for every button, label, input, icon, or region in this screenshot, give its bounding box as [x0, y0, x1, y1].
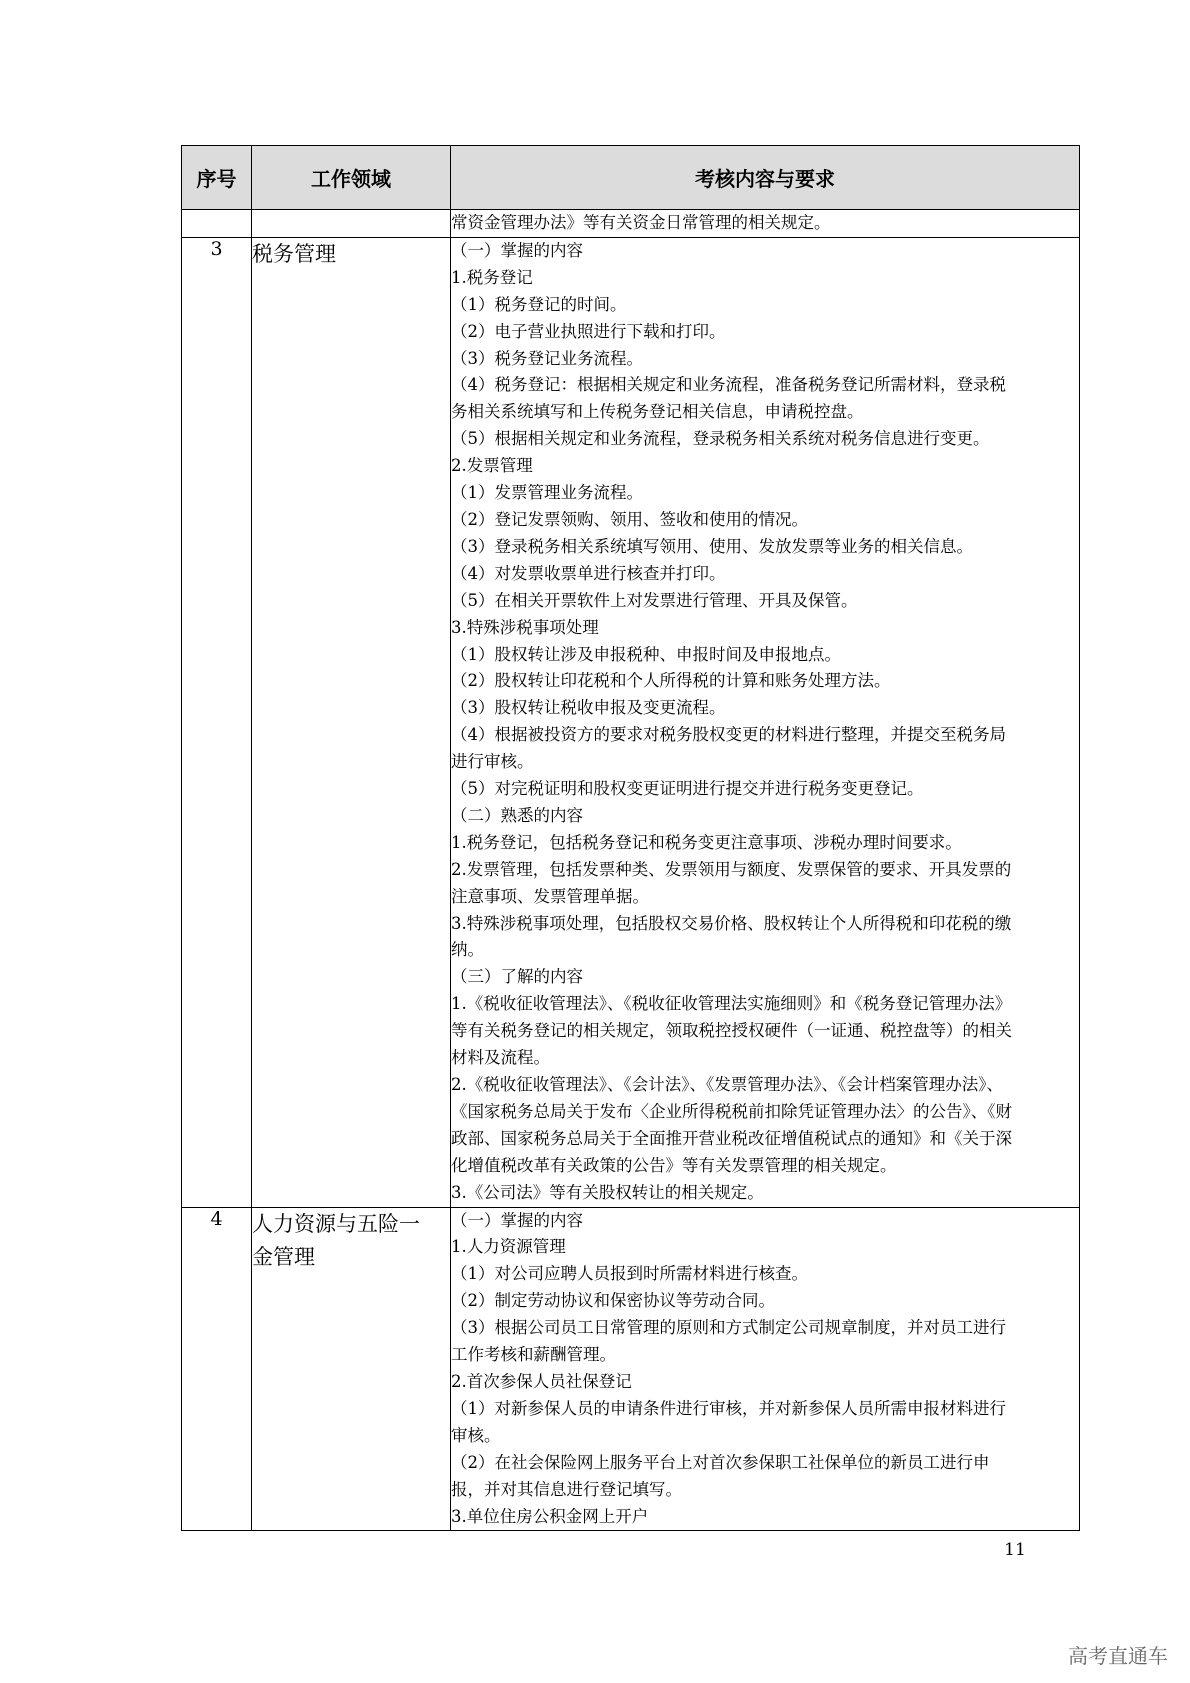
content-line: 报，并对其信息进行登记填写。 [451, 1479, 682, 1499]
content-line: （三）了解的内容 [451, 967, 583, 987]
content-line: （3）税务登记业务流程。 [451, 348, 643, 368]
content-line: （3）根据公司员工日常管理的原则和方式制定公司规章制度，并对员工进行 [451, 1318, 1006, 1338]
content-line: 1.税务登记 [451, 267, 533, 287]
content-line: 材料及流程。 [451, 1048, 550, 1068]
content-line: （3）登录税务相关系统填写领用、使用、发放发票等业务的相关信息。 [451, 536, 973, 556]
content-line: （5）根据相关规定和业务流程，登录税务相关系统对税务信息进行变更。 [451, 429, 990, 449]
content-line: （3）股权转让税收申报及变更流程。 [451, 698, 726, 718]
content-line: （1）对公司应聘人员报到时所需材料进行核查。 [451, 1264, 808, 1284]
content-line: （1）发票管理业务流程。 [451, 483, 643, 503]
content-line: 3.《公司法》等有关股权转让的相关规定。 [451, 1182, 764, 1202]
content-line: （5）在相关开票软件上对发票进行管理、开具及保管。 [451, 590, 858, 610]
area-line: 税务管理 [252, 241, 336, 266]
header-content: 考核内容与要求 [451, 146, 1080, 210]
content-line: （5）对完税证明和股权变更证明进行提交并进行税务变更登记。 [451, 779, 924, 799]
content-line: 2.发票管理，包括发票种类、发票领用与额度、发票保管的要求、开具发票的 [451, 859, 1012, 879]
content-line: 1.税务登记，包括税务登记和税务变更注意事项、涉税办理时间要求。 [451, 832, 962, 852]
area-lines [252, 238, 450, 271]
content-line: （4）对发票收票单进行核查并打印。 [451, 563, 726, 583]
content-line: 工作考核和薪酬管理。 [451, 1345, 616, 1365]
content-line: （2）登记发票领购、领用、签收和使用的情况。 [451, 509, 808, 529]
content-line: 务相关系统填写和上传税务登记相关信息，申请税控盘。 [451, 402, 864, 422]
content-line: （1）对新参保人员的申请条件进行审核，并对新参保人员所需申报材料进行 [451, 1398, 1006, 1418]
content-line: 审核。 [451, 1425, 501, 1445]
content-line: 3.特殊涉税事项处理，包括股权交易价格、股权转让个人所得税和印花税的缴 [451, 913, 1012, 933]
content-line: （1）股权转让涉及申报税种、申报时间及申报地点。 [451, 644, 841, 664]
continuation-area [252, 210, 451, 238]
continuation-content [451, 210, 1080, 238]
content-line: 2.《税收征收管理法》、《会计法》、《发票管理办法》、《会计档案管理办法》、 [451, 1075, 1003, 1094]
area-lines [252, 1208, 450, 1274]
continuation-seq [182, 210, 252, 238]
page-number: 11 [1004, 1540, 1026, 1560]
header-row [182, 146, 1080, 210]
content-line: 政部、国家税务总局关于全面推开营业税改征增值税试点的通知》和《关于深 [451, 1128, 1012, 1148]
content-line: 等有关税务登记的相关规定，领取税控授权硬件（一证通、税控盘等）的相关 [451, 1021, 1012, 1041]
content-lines [451, 238, 1079, 1207]
content-line: 化增值税改革有关政策的公告》等有关发票管理的相关规定。 [451, 1155, 897, 1175]
content-line: （2）电子营业执照进行下载和打印。 [451, 321, 726, 341]
content-lines [451, 1208, 1079, 1531]
content-line: 进行审核。 [451, 752, 534, 772]
content-line: 3.单位住房公积金网上开户 [451, 1506, 649, 1526]
assessment-table [181, 145, 1080, 1531]
content-line: （1）税务登记的时间。 [451, 294, 627, 314]
row-content [451, 237, 1080, 1207]
content-line: 3.特殊涉税事项处理 [451, 617, 599, 637]
content-line: 1.人力资源管理 [451, 1237, 566, 1257]
content-line: 纳。 [451, 940, 484, 960]
content-line: （一）掌握的内容 [451, 1210, 583, 1230]
area-line: 人力资源与五险一 [252, 1211, 420, 1236]
content-line: （4）根据被投资方的要求对税务股权变更的材料进行整理，并提交至税务局 [451, 725, 1006, 745]
row-seq: 4 [182, 1207, 252, 1531]
content-line: （一）掌握的内容 [451, 240, 583, 260]
row-content [451, 1207, 1080, 1531]
content-line: 注意事项、发票管理单据。 [451, 886, 649, 906]
content-line: 2.发票管理 [451, 456, 533, 476]
area-line: 金管理 [252, 1244, 315, 1269]
table-row [182, 1207, 1080, 1531]
row-area [252, 237, 451, 1207]
content-line: 1.《税收征收管理法》、《税收征收管理法实施细则》和《税务登记管理办法》 [451, 994, 1012, 1014]
row-area [252, 1207, 451, 1531]
content-line: （4）税务登记：根据相关规定和业务流程，准备税务登记所需材料，登录税 [451, 375, 1006, 395]
continuation-row [182, 210, 1080, 238]
header-seq: 序号 [182, 146, 252, 210]
content-line: （2）股权转让印花税和个人所得税的计算和账务处理方法。 [451, 671, 891, 691]
content-line: 2.首次参保人员社保登记 [451, 1371, 632, 1391]
content-line: （2）在社会保险网上服务平台上对首次参保职工社保单位的新员工进行申 [451, 1452, 990, 1472]
header-area: 工作领域 [252, 146, 451, 210]
content-line: 《国家税务总局关于发布〈企业所得税税前扣除凭证管理办法〉的公告》、《财 [451, 1101, 1012, 1121]
content-line: 常资金管理办法》等有关资金日常管理的相关规定。 [451, 213, 831, 232]
table-row [182, 237, 1080, 1207]
watermark: 高考直通车 [1068, 1644, 1168, 1668]
content-line: （2）制定劳动协议和保密协议等劳动合同。 [451, 1291, 775, 1311]
row-seq: 3 [182, 237, 252, 1207]
content-line: （二）熟悉的内容 [451, 805, 583, 825]
